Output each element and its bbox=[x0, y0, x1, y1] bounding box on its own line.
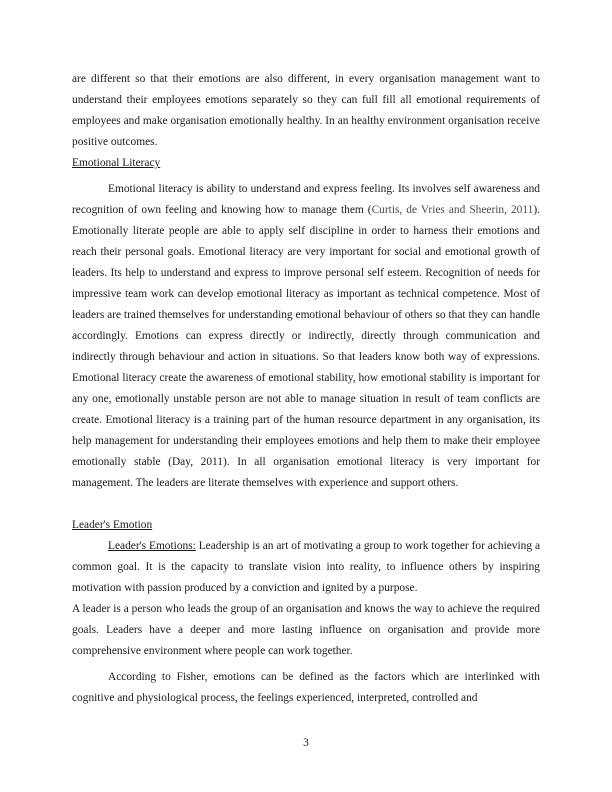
paragraph-text: Leadership is an art of motivating a group to work together for achieving a common goal. It is the capacity to translate vision into reality, to influence others by inspiring motivation with passion produced by a conviction and ignited by a purpose. bbox=[72, 540, 540, 594]
emotional-literacy-paragraph bbox=[72, 179, 540, 494]
page-number: 3 bbox=[303, 737, 309, 749]
paragraph-text: ). Emotionally literate people are able to apply self discipline in order to harness their emotions and reach their personal goals. Emotional literacy are very important for social and emotional growth of leaders. Its help to understand and express to improve personal self esteem. Recognition of needs for impressive team work can develop emotional literacy as important as technical competence. Most of leaders are trained themselves for understanding emotional behaviour of others so that they can handle accordingly. Emotions can express directly or indirectly, directly through communication and indirectly through behaviour and action in situations. So that leaders know both way of expressions. Emotional literacy create the awareness of emotional stability, how emotional stability is important for any one, emotionally unstable person are not able to manage situation in result of team conflicts are create. Emotional literacy is a training part of the human resource department in any organisation, its help management for understanding their employees emotions and help them to make their employee emotionally stable ( bbox=[72, 204, 541, 468]
paragraph-text: Emotional literacy is ability to understand and express feeling. Its involves self awareness and recognition of own feeling and knowing how to manage them ( bbox=[72, 183, 540, 216]
leadership-paragraph bbox=[72, 536, 540, 599]
section-heading-emotional-literacy: Emotional Literacy bbox=[72, 157, 161, 169]
section-heading-leaders-emotion: Leader's Emotion bbox=[72, 519, 153, 531]
paragraph-text: ). In all organisation emotional literacy is very important for management. The leaders are literate themselves with experience and support others. bbox=[72, 456, 540, 489]
intro-paragraph: are different so that their emotions are also different, in every organisation management want to understand their employees emotions separately so they can full fill all emotional requirements of employees and make organisation emotionally healthy. In an healthy environment organisation receive positive outcomes. bbox=[72, 73, 540, 148]
fisher-paragraph: According to Fisher, emotions can be defined as the factors which are interlinked with cognitive and physiological process, the feelings experienced, interpreted, controlled and bbox=[72, 671, 540, 704]
citation: Day, 2011 bbox=[171, 456, 223, 468]
citation: Curtis, de Vries and Sheerin, 2011 bbox=[371, 204, 534, 216]
document-page bbox=[72, 69, 540, 709]
inline-heading: Leader's Emotions: bbox=[108, 540, 196, 552]
leader-definition-paragraph: A leader is a person who leads the group of an organisation and knows the way to achieve the required goals. Leaders have a deeper and more lasting influence on organisation and provide more comprehensive environment where people can work together. bbox=[72, 603, 540, 657]
spacer bbox=[72, 494, 540, 515]
